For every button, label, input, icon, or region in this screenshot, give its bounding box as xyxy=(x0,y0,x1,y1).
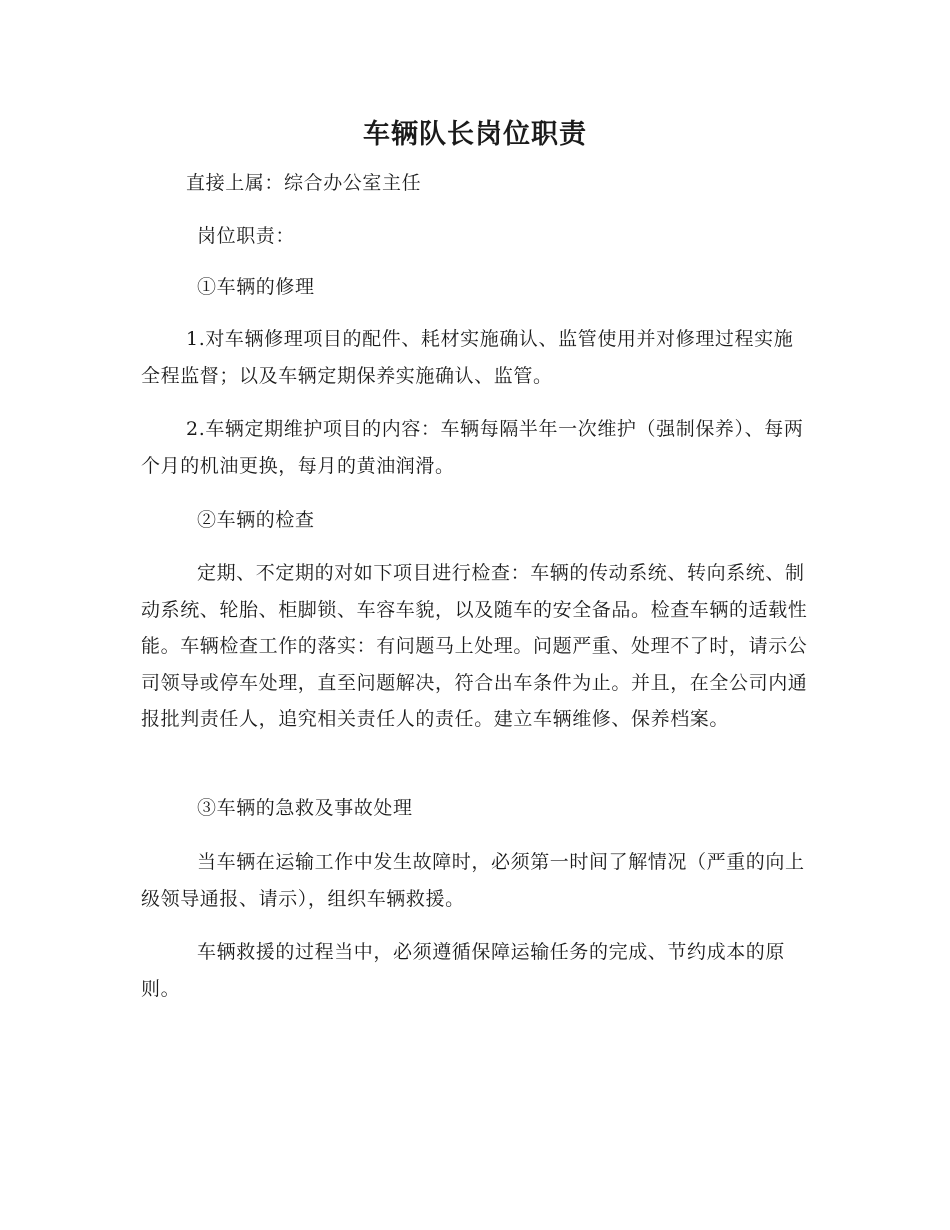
paragraph-emergency-1: 当车辆在运输工作中发生故障时，必须第一时间了解情况（严重的向上级领导通报、请示），组织车辆救援。 xyxy=(141,851,805,910)
section-heading-emergency: ③车辆的急救及事故处理 xyxy=(197,797,413,819)
paragraph-repair-1: 1.对车辆修理项目的配件、耗材实施确认、监管使用并对修理过程实施全程监督；以及车辆定期保养实施确认、监管。 xyxy=(141,328,794,387)
paragraph-repair-2: 2.车辆定期维护项目的内容：车辆每隔半年一次维护（强制保养）、每两个月的机油更换，每月的黄油润滑。 xyxy=(141,418,804,477)
paragraph-emergency-2: 车辆救援的过程当中，必须遵循保障运输任务的完成、节约成本的原则。 xyxy=(141,941,786,1000)
paragraph-duties-heading: 岗位职责： xyxy=(197,225,296,247)
section-heading-inspection: ②车辆的检查 xyxy=(197,509,315,531)
section-heading-repair: ①车辆的修理 xyxy=(197,276,315,298)
paragraph-supervisor: 直接上属：综合办公室主任 xyxy=(186,172,422,194)
document-title: 车辆队长岗位职责 xyxy=(363,119,587,150)
paragraph-inspection: 定期、不定期的对如下项目进行检查：车辆的传动系统、转向系统、制动系统、轮胎、柜脚锁、车容车貌，以及随车的安全备品。检查车辆的适载性能。车辆检查工作的落实：有问题马上处理。问题严重、处理不了时，请示公司领导或停车处理，直至问题解决，符合出车条件为止。并且，在全公司内通报批判责任人，追究相关责任人的责任。建立车辆维修、保养档案。 xyxy=(141,562,808,730)
